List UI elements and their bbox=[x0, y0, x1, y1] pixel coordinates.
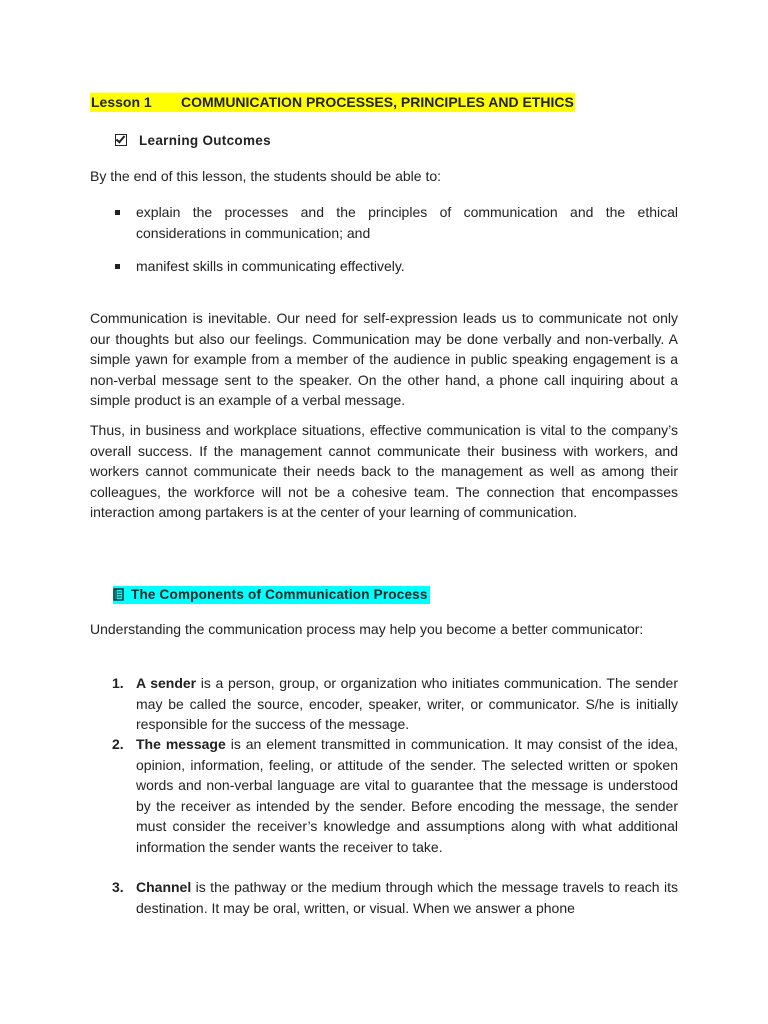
outcome-item: manifest skills in communicating effectively. bbox=[136, 258, 405, 274]
body-paragraph: Communication is inevitable. Our need for self-expression leads us to communicate not only our thoughts but also our feelings. Communication may be done verbally and non-verbally. A simple yawn for example from a member of the audience in public speaking engagement is a non-verbal message sent to the speaker. On the other hand, a phone call inquiring about a simple product is an example of a verbal message. bbox=[90, 310, 678, 408]
learning-outcomes-intro: By the end of this lesson, the students should be able to: bbox=[90, 168, 442, 184]
learning-outcomes-heading bbox=[115, 132, 271, 150]
list-item-number: 2. bbox=[112, 736, 124, 752]
list-item-text: is an element transmitted in communication. It may consist of the idea, opinion, information, feeling, or attitude of the sender. The selected written or spoken words and non-verbal language are vital to guarantee that the message is understood by the receiver as intended by the sender. Before encoding the message, the sender must consider the receiver’s knowledge and assumptions along with what additional information the sender wants the receiver to take. bbox=[136, 736, 678, 855]
bullet-icon bbox=[115, 210, 120, 215]
list-item-term: Channel bbox=[136, 879, 192, 895]
learning-outcomes-label: Learning Outcomes bbox=[139, 133, 271, 148]
list-item-text: is the pathway or the medium through which the message travels to reach its destination. It may be oral, written, or visual. When we answer a phone bbox=[136, 879, 678, 916]
list-item-text: is a person, group, or organization who initiates communication. The sender may be called the source, encoder, speaker, writer, or communicator. S/he is initially responsible for the success of the message. bbox=[136, 675, 679, 732]
outcome-item: explain the processes and the principles of communication and the ethical considerations in communication; and bbox=[136, 204, 678, 241]
list-item-term: The message bbox=[136, 736, 226, 752]
list-item bbox=[136, 877, 678, 918]
lesson-title-text: COMMUNICATION PROCESSES, PRINCIPLES AND ETHICS bbox=[181, 94, 574, 110]
list-item bbox=[136, 734, 678, 857]
checkbox-icon bbox=[115, 134, 127, 146]
list-item bbox=[136, 673, 678, 735]
body-paragraph: Thus, in business and workplace situations, effective communication is vital to the company’s overall success. If the management cannot communicate their business with workers, and workers cannot communicate their needs back to the management as well as among their colleagues, the workforce will not be a cohesive team. The connection that encompasses interaction among partakers is at the center of your learning of communication. bbox=[90, 422, 678, 520]
components-heading-text: The Components of Communication Process bbox=[131, 587, 428, 602]
list-item-term: A sender bbox=[136, 675, 197, 691]
list-item-number: 1. bbox=[112, 675, 124, 691]
lesson-number: Lesson 1 bbox=[91, 94, 152, 110]
book-icon bbox=[113, 588, 125, 601]
bullet-icon bbox=[115, 264, 120, 269]
components-heading bbox=[113, 586, 430, 604]
components-intro: Understanding the communication process may help you become a better communicator: bbox=[90, 621, 644, 637]
list-item-number: 3. bbox=[112, 879, 124, 895]
lesson-title bbox=[90, 93, 575, 112]
